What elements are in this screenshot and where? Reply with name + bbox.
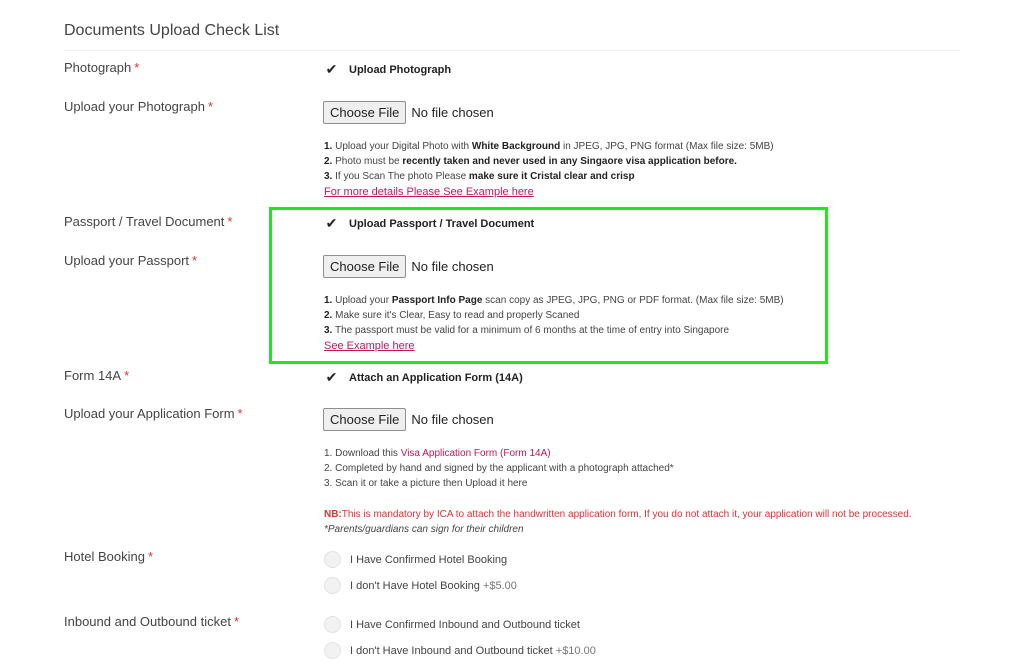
ticket-not-confirmed-option[interactable] [324,642,596,659]
photograph-example-link[interactable]: For more details Please See Example here [324,186,534,198]
hotel-confirmed-label: I Have Confirmed Hotel Booking [350,553,508,566]
hotel-price: +$5.00 [482,579,517,592]
ticket-confirmed-label: I Have Confirmed Inbound and Outbound ticket [350,618,580,631]
form14a-footnote: *Parents/guardians can sign for their children [324,524,524,535]
checkmark-icon: ✔ [325,61,338,77]
required-marker: * [124,368,130,383]
application-form-choose-file-button[interactable]: Choose File [323,408,406,431]
passport-choose-file-button[interactable]: Choose File [323,255,406,278]
required-marker: * [147,549,154,564]
passport-file-status: No file chosen [411,259,494,274]
upload-photograph-checkbox[interactable] [324,62,451,77]
ticket-label: Inbound and Outbound ticket * [64,614,240,629]
required-marker: * [192,253,198,268]
passport-highlight-box [269,207,828,364]
upload-passport-label: Upload your Passport * [64,253,198,268]
upload-passport-checkbox-label: Upload Passport / Travel Document [349,217,535,230]
form14a-mandatory-notice: NB:This is mandatory by ICA to attach the handwritten application form, If you do not attach it, your application will not be processed. [324,509,912,520]
form14a-label: Form 14A * [64,368,130,383]
hotel-not-confirmed-radio[interactable] [324,577,341,594]
ticket-not-confirmed-label: I don't Have Inbound and Outbound ticket [350,644,553,657]
required-marker: * [227,214,233,229]
required-marker: * [207,99,213,114]
required-marker: * [237,406,243,421]
ticket-not-confirmed-radio[interactable] [324,642,341,659]
hotel-confirmed-radio[interactable] [324,551,341,568]
required-marker: * [134,60,140,75]
checkmark-icon: ✔ [325,369,338,385]
title-divider [64,50,960,51]
form14a-instructions: 1. Download this Visa Application Form (Form 14A) 2. Completed by hand and signed by the applicant with a photograph attached* 3. Scan it or take a picture then Upload it here [324,448,674,489]
application-form-file-status: No file chosen [411,412,494,427]
ticket-confirmed-radio[interactable] [324,616,341,633]
passport-label: Passport / Travel Document * [64,214,233,229]
form14a-download-link[interactable]: Visa Application Form (Form 14A) [400,448,551,459]
passport-example-link[interactable]: See Example here [324,340,415,352]
ticket-confirmed-option[interactable] [324,616,580,633]
photograph-instructions: 1. Upload your Digital Photo with White Background in JPEG, JPG, PNG format (Max file size: 5MB) 2. Photo must be recently taken and never used in any Singaore visa application before. 3. If you Scan The photo Please make sure it Cristal clear and crisp [324,141,774,182]
attach-form14a-checkbox-label: Attach an Application Form (14A) [349,371,523,384]
hotel-not-confirmed-option[interactable] [324,577,517,594]
required-marker: * [233,614,240,629]
photograph-label: Photograph * [64,60,140,75]
checkmark-icon: ✔ [325,215,338,231]
attach-form14a-checkbox[interactable] [324,370,523,385]
upload-photograph-label: Upload your Photograph * [64,99,213,114]
ticket-price: +$10.00 [555,644,596,657]
photograph-choose-file-button[interactable]: Choose File [323,101,406,124]
photograph-file-status: No file chosen [411,105,494,120]
passport-instructions: 1. Upload your Passport Info Page scan copy as JPEG, JPG, PNG or PDF format. (Max file size: 5MB) 2. Make sure it's Clear, Easy to read and properly Scaned 3. The passport must be valid for a minimum of 6 months at the time of entry into Singapore [324,295,784,336]
hotel-not-confirmed-label: I don't Have Hotel Booking [350,579,480,592]
application-form-file-input[interactable] [323,408,494,431]
photograph-file-input[interactable] [323,101,494,124]
page-title: Documents Upload Check List [64,22,280,39]
hotel-booking-label: Hotel Booking * [64,549,154,564]
hotel-confirmed-option[interactable] [324,551,507,568]
upload-photograph-checkbox-label: Upload Photograph [349,63,452,76]
upload-application-form-label: Upload your Application Form * [64,406,243,421]
